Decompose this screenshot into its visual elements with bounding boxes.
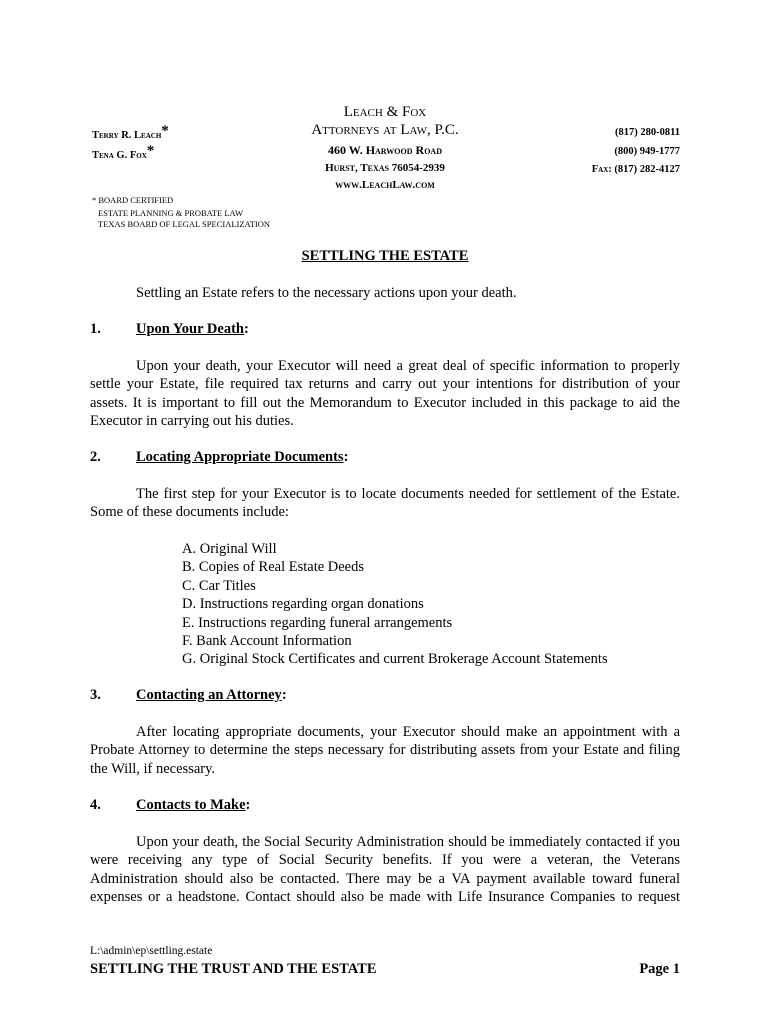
page-number: Page 1	[639, 961, 680, 977]
section-heading-text: Locating Appropriate Documents	[136, 449, 344, 465]
section-heading-colon: :	[245, 797, 251, 813]
section-heading-1	[90, 321, 249, 338]
firm-address: 460 W. Harwood Road	[328, 143, 442, 157]
asterisk-mark: *	[161, 123, 169, 139]
section-body-4: Upon your death, the Social Security Administration should be immediately contacted if you were receiving any type of Social Security benefits. If you were a veteran, the Veterans Administration should also be contacted. There may be a VA payment available toward funeral expenses or a headstone. Contact should also be made with Life Insurance Companies to request	[90, 834, 680, 906]
section-heading-4	[90, 797, 250, 814]
phone-2: (800) 949-1777	[614, 146, 680, 157]
certification-line-2: ESTATE PLANNING & PROBATE LAW	[98, 208, 244, 218]
document-title: SETTLING THE ESTATE	[301, 248, 469, 264]
firm-website: www.LeachLaw.com	[335, 179, 435, 191]
section-heading-text: Contacts to Make	[136, 797, 246, 813]
list-item: E. Instructions regarding funeral arrangements	[182, 614, 453, 631]
section-heading-colon: :	[343, 449, 349, 465]
list-item: C. Car Titles	[182, 577, 256, 594]
firm-subtitle-main: Attorneys at Law	[311, 122, 427, 138]
firm-subtitle-suffix: , P.C.	[426, 122, 459, 138]
list-item: G. Original Stock Certificates and current Brokerage Account Statements	[182, 651, 608, 668]
file-path: L:\admin\ep\settling.estate	[90, 945, 213, 957]
section-number: 4.	[90, 797, 101, 813]
attorney-name-2-text: Tena G. Fox	[92, 150, 147, 161]
firm-city: Hurst, Texas 76054-2939	[325, 162, 445, 174]
attorney-name-2	[92, 143, 154, 161]
section-body-3: After locating appropriate documents, your Executor should make an appointment with a Probate Attorney to determine the steps necessary for distributing assets from your Estate and filing the Will, if necessary.	[90, 724, 680, 777]
section-number: 3.	[90, 687, 101, 703]
list-item: B. Copies of Real Estate Deeds	[182, 559, 365, 576]
section-body-1: Upon your death, your Executor will need a great deal of specific information to properly settle your Estate, file required tax returns and carry out your intentions for distribution of your assets. It is important to fill out the Memorandum to Executor included in this package to aid the Executor in carrying out his duties.	[90, 358, 680, 430]
list-item: A. Original Will	[182, 541, 277, 557]
phone-1: (817) 280-0811	[614, 127, 680, 138]
list-item: D. Instructions regarding organ donations	[182, 596, 424, 613]
section-heading-text: Contacting an Attorney	[136, 687, 282, 703]
attorney-name-1	[92, 123, 169, 141]
section-heading-text: Upon Your Death	[136, 321, 244, 337]
intro-paragraph: Settling an Estate refers to the necessary actions upon your death.	[136, 285, 517, 301]
fax-number: Fax: (817) 282-4127	[591, 164, 680, 175]
section-heading-2	[90, 449, 348, 466]
section-heading-colon: :	[281, 687, 287, 703]
asterisk-mark: *	[146, 143, 155, 159]
footer-title: SETTLING THE TRUST AND THE ESTATE	[90, 961, 377, 977]
certification-line-1: * BOARD CERTIFIED	[92, 195, 174, 205]
firm-name: Leach & Fox	[343, 104, 427, 120]
section-heading-colon: :	[243, 321, 249, 337]
section-body-2: The first step for your Executor is to locate documents needed for settlement of the Estate. Some of these documents include:	[90, 486, 680, 521]
section-heading-3	[90, 687, 287, 704]
attorney-name-1-text: Terry R. Leach	[92, 130, 162, 141]
certification-line-3: TEXAS BOARD OF LEGAL SPECIALIZATION	[98, 219, 271, 229]
documents-list	[182, 540, 608, 669]
list-item: F. Bank Account Information	[182, 633, 352, 650]
section-number: 2.	[90, 449, 101, 465]
section-number: 1.	[90, 321, 101, 337]
